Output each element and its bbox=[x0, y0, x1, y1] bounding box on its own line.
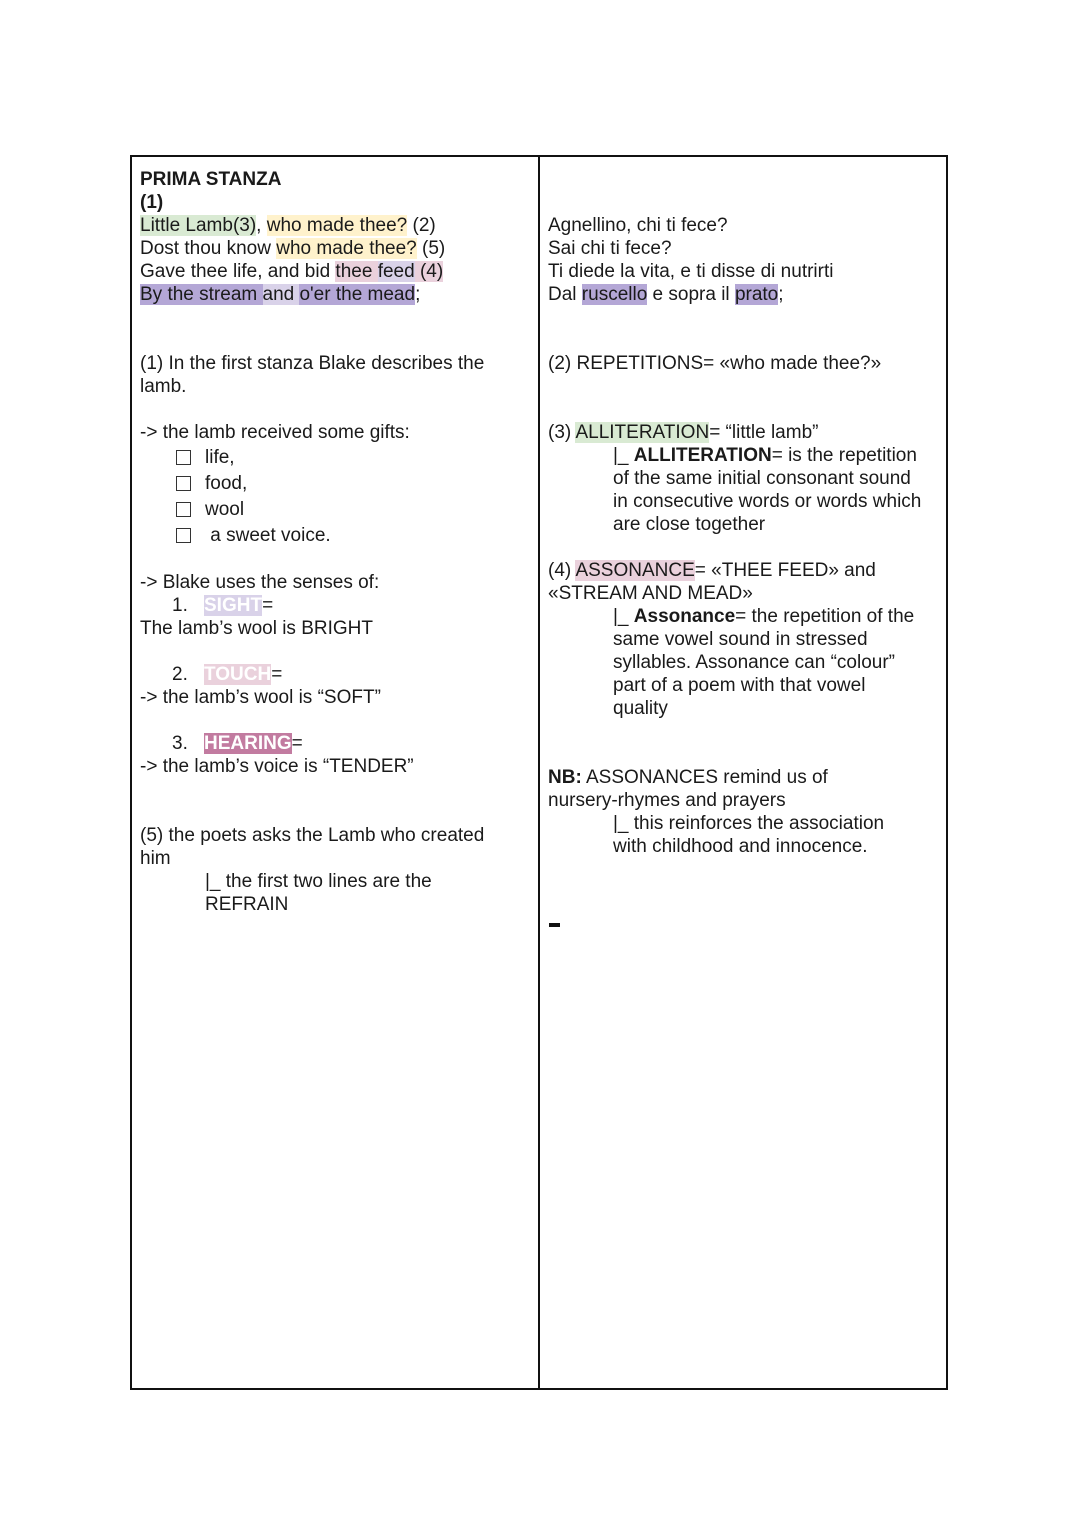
sense-3 bbox=[140, 732, 530, 755]
translation-text: ; bbox=[778, 284, 784, 305]
hl-assonance: ASSONANCE bbox=[575, 560, 695, 581]
nb-text: ASSONANCES remind us of bbox=[581, 767, 828, 788]
column-divider bbox=[538, 155, 540, 1390]
note3-alliteration bbox=[548, 421, 940, 444]
note-text: = «THEE FEED» and bbox=[694, 560, 876, 581]
assonance-def-1 bbox=[548, 605, 940, 628]
hl-who-made-thee: who made thee? bbox=[266, 215, 408, 236]
translation-line-3: Ti diede la vita, e ti disse di nutrirti bbox=[548, 261, 834, 282]
sense-1-desc: The lamb’s wool is BRIGHT bbox=[140, 618, 373, 639]
sense-3-desc: -> the lamb’s voice is “TENDER” bbox=[140, 756, 414, 777]
gift-item bbox=[140, 470, 530, 496]
nb-sub2: with childhood and innocence. bbox=[613, 836, 868, 857]
poem-line-2 bbox=[140, 237, 530, 260]
checkbox-icon[interactable] bbox=[176, 528, 191, 543]
sense-touch-label: TOUCH bbox=[204, 664, 272, 685]
list-number: 2. bbox=[172, 664, 188, 685]
poem-ref: (2) bbox=[407, 215, 436, 236]
poem-text: , bbox=[256, 215, 267, 236]
nb-note bbox=[548, 766, 940, 789]
equals-sign: = bbox=[262, 595, 274, 616]
poem-ref: (4) bbox=[414, 261, 444, 282]
equals-sign: = bbox=[291, 733, 303, 754]
checkbox-icon[interactable] bbox=[176, 502, 191, 517]
hl-oer-the-mead: o'er the mead bbox=[299, 284, 416, 305]
translation-line-4 bbox=[548, 283, 940, 306]
senses-intro: -> Blake uses the senses of: bbox=[140, 572, 380, 593]
def-term: Assonance bbox=[633, 606, 736, 627]
nb-label: NB: bbox=[548, 767, 582, 788]
gift-item bbox=[140, 522, 530, 548]
stanza-heading-number: (1) bbox=[140, 192, 164, 213]
nb-line2: nursery-rhymes and prayers bbox=[548, 790, 786, 811]
poem-text: Dost thou know bbox=[140, 238, 277, 259]
left-column bbox=[140, 168, 530, 916]
gift-label: food, bbox=[205, 472, 248, 494]
gift-item bbox=[140, 444, 530, 470]
stanza-heading: PRIMA STANZA bbox=[140, 169, 282, 190]
translation-line-1: Agnellino, chi ti fece? bbox=[548, 215, 728, 236]
poem-line-1 bbox=[140, 214, 530, 237]
right-column bbox=[548, 214, 940, 858]
alliteration-def-2: of the same initial consonant sound bbox=[613, 468, 911, 489]
sense-1 bbox=[140, 594, 530, 617]
assonance-def-4: part of a poem with that vowel bbox=[613, 675, 866, 696]
gifts-intro: -> the lamb received some gifts: bbox=[140, 422, 410, 443]
alliteration-def-4: are close together bbox=[613, 514, 766, 535]
list-number: 3. bbox=[172, 733, 188, 754]
poem-line-3 bbox=[140, 260, 530, 283]
def-text: = the repetition of the bbox=[735, 606, 915, 627]
gift-label: a sweet voice. bbox=[205, 524, 331, 546]
note1-line1: (1) In the first stanza Blake describes the bbox=[140, 353, 485, 374]
nb-sub1: |_ this reinforces the association bbox=[613, 813, 885, 834]
hl-ruscello: ruscello bbox=[581, 284, 648, 305]
poem-text: ; bbox=[415, 284, 421, 305]
note4-assonance bbox=[548, 559, 940, 582]
poem-line-4 bbox=[140, 283, 530, 306]
sense-2 bbox=[140, 663, 530, 686]
gift-label: wool bbox=[205, 498, 245, 520]
list-number: 1. bbox=[172, 595, 188, 616]
note2-repetitions: (2) REPETITIONS= «who made thee?» bbox=[548, 353, 882, 374]
hl-by-the-stream: By the stream bbox=[140, 284, 263, 305]
hl-and: and bbox=[262, 284, 300, 305]
sub-marker: |_ bbox=[613, 606, 634, 627]
note5-line1: (5) the poets asks the Lamb who created bbox=[140, 825, 485, 846]
checkbox-icon[interactable] bbox=[176, 450, 191, 465]
dash-mark bbox=[549, 923, 560, 927]
assonance-def-3: syllables. Assonance can “colour” bbox=[613, 652, 895, 673]
note1-line2: lamb. bbox=[140, 376, 187, 397]
note5-sub2: REFRAIN bbox=[205, 894, 289, 915]
hl-little-lamb: Little Lamb(3) bbox=[140, 215, 257, 236]
sense-hearing-label: HEARING bbox=[204, 733, 292, 754]
alliteration-def-3: in consecutive words or words which bbox=[613, 491, 922, 512]
poem-ref: (5) bbox=[416, 238, 446, 259]
sub-marker: |_ bbox=[613, 445, 634, 466]
def-text: = is the repetition bbox=[771, 445, 917, 466]
alliteration-def-1 bbox=[548, 444, 940, 467]
sense-2-desc: -> the lamb’s wool is “SOFT” bbox=[140, 687, 381, 708]
gift-label: life, bbox=[205, 446, 235, 468]
gift-item bbox=[140, 496, 530, 522]
note-number: (4) bbox=[548, 560, 576, 581]
hl-feed: feed bbox=[377, 261, 415, 282]
note5-sub1: |_ the first two lines are the bbox=[205, 871, 432, 892]
note4-line2: «STREAM AND MEAD» bbox=[548, 583, 753, 604]
hl-who-made-thee: who made thee? bbox=[276, 238, 417, 259]
def-term: ALLITERATION bbox=[633, 445, 772, 466]
note-number: (3) bbox=[548, 422, 576, 443]
translation-line-2: Sai chi ti fece? bbox=[548, 238, 672, 259]
equals-sign: = bbox=[271, 664, 283, 685]
sense-sight-label: SIGHT bbox=[204, 595, 263, 616]
checkbox-icon[interactable] bbox=[176, 476, 191, 491]
translation-text: e sopra il bbox=[647, 284, 735, 305]
note5-line2: him bbox=[140, 848, 171, 869]
translation-text: Dal bbox=[548, 284, 582, 305]
assonance-def-5: quality bbox=[613, 698, 668, 719]
note-text: = “little lamb” bbox=[709, 422, 819, 443]
poem-text: Gave thee life, and bid bbox=[140, 261, 336, 282]
hl-prato: prato bbox=[734, 284, 779, 305]
hl-alliteration: ALLITERATION bbox=[575, 422, 710, 443]
assonance-def-2: same vowel sound in stressed bbox=[613, 629, 868, 650]
hl-thee: thee bbox=[335, 261, 378, 282]
